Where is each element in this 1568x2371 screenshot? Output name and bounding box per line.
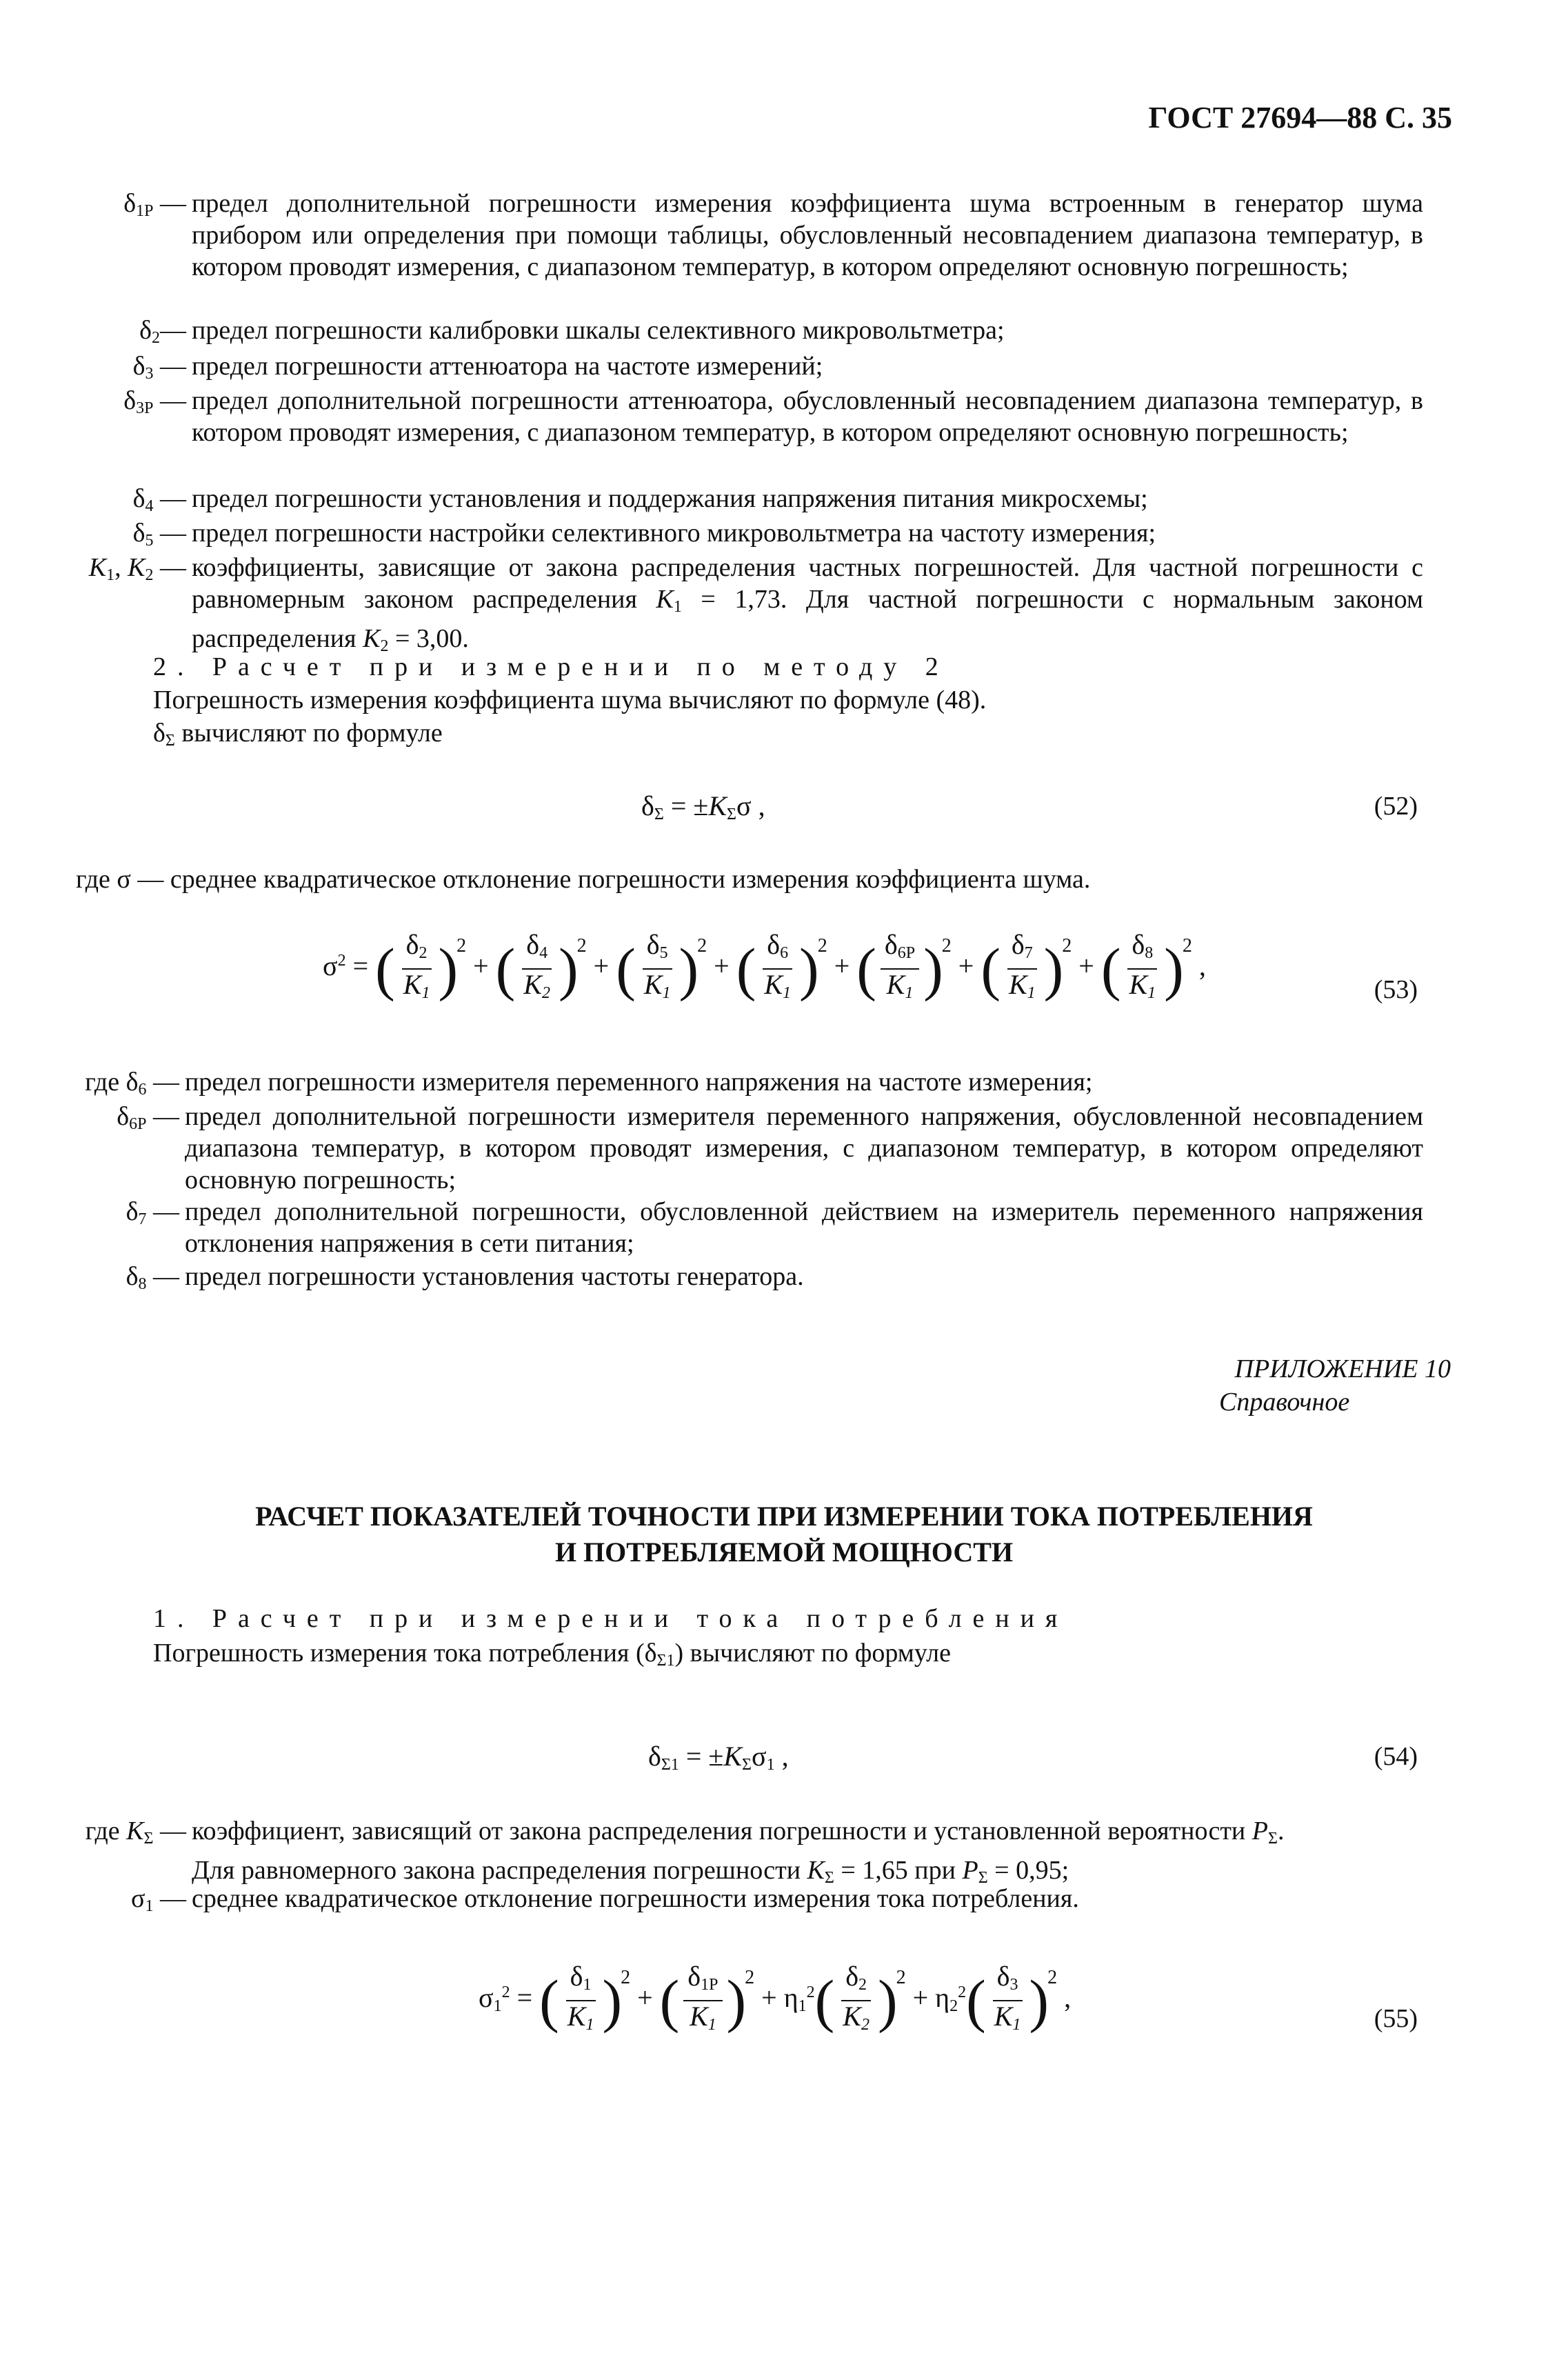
equation-number-54: (54) xyxy=(1374,1742,1418,1771)
definition-text: предел дополнительной погрешности, обусловленной действием на измеритель переменного напряжения отклонения напряжения в сети питания; xyxy=(185,1197,1423,1258)
definition-text: предел погрешности установления частоты генератора. xyxy=(185,1262,804,1291)
definition-text: коэффициент, зависящий от закона распределения погрешности и установленной вероятности $P_\Sigma$. Для равномерного закона распределения погрешности $K_\Sigma = 1,65$ при $P_\Sigma = 0,95$; xyxy=(192,1817,1285,1887)
appendix-label: ПРИЛОЖЕНИЕ 10 xyxy=(1234,1354,1451,1383)
formula-53: $\sigma^2$ = ( $\frac{\delta_2}{K_1}$ )$^2$ + ( $\frac{\delta_4}{K_2}$ )$^2$ + ( $\frac{\delta_5}{K_1}$ )$^2$ + ( $\frac{\delta_6}{K_1}$ )$^2$ + ( $\frac{\delta_{6P}}{K_1}$ )$^2$ + ( $\frac{\delta_7}{K_1}$ )$^2$ + ( $\frac{\delta_8}{K_1}$ )$^2$ , xyxy=(323,929,1206,1002)
definition-symbol: $\delta_4$ — xyxy=(132,484,186,515)
section-1-line: Погрешность измерения тока потребления $(\delta_{\Sigma 1})$ вычисляют по формуле xyxy=(153,1639,951,1670)
section-title-line-2: И ПОТРЕБЛЯЕМОЙ МОЩНОСТИ xyxy=(554,1537,1014,1568)
definition-text: среднее квадратическое отклонение погрешности измерения тока потребления. xyxy=(192,1884,1079,1913)
section-2-line-1: Погрешность измерения коэффициента шума вычисляют по формуле (48). xyxy=(153,686,987,714)
section-title-line-1: РАСЧЕТ ПОКАЗАТЕЛЕЙ ТОЧНОСТИ ПРИ ИЗМЕРЕНИИ ТОКА ПОТРЕБЛЕНИЯ xyxy=(255,1501,1313,1532)
equation-number-53: (53) xyxy=(1374,975,1418,1004)
formula-55: $\sigma_1^2$ = ( $\frac{\delta_1}{K_1}$ )$^2$ + ( $\frac{\delta_{1P}}{K_1}$ )$^2 + \eta_1^2$( $\frac{\delta_2}{K_2}$ )$^2 + \eta_2^2$( $\frac{\delta_3}{K_1}$ )$^2$ , xyxy=(479,1961,1072,2034)
equation-number-55: (55) xyxy=(1374,2004,1418,2033)
definition-symbol: $\delta_2—$ xyxy=(139,316,186,347)
definition-text: предел дополнительной погрешности аттенюатора, обусловленный несовпадением диапазона температур, в котором проводят измерения, с диапазоном температур, в котором определяют основную погрешность; xyxy=(192,386,1423,447)
sigma-definition: где σ — среднее квадратическое отклонение погрешности измерения коэффициента шума. xyxy=(76,865,1091,894)
appendix-note: Справочное xyxy=(1219,1388,1350,1417)
definition-symbol: $\delta_5$ — xyxy=(132,519,186,550)
section-2-line-2-text: вычисляют по формуле xyxy=(181,719,443,748)
section-2-heading: 2. Расчет при измерении по методу 2 xyxy=(153,652,949,681)
section-1-heading: 1. Расчет при измерении тока потребления xyxy=(153,1604,1069,1633)
definition-text: коэффициенты, зависящие от закона распределения частных погрешностей. Для частной погрешности с равномерным законом распределения $K_1 = 1,73$. Для частной погрешности с нормальным законом распределения $K_2 = 3,00$. xyxy=(192,553,1423,655)
definition-symbol: $\delta_{6P}$ — xyxy=(117,1102,179,1133)
definition-symbol: $\delta_{3P}$ — xyxy=(123,386,186,417)
definition-symbol: $\delta_{1P}$ — xyxy=(123,189,186,220)
page-header: ГОСТ 27694—88 С. 35 xyxy=(1148,101,1452,134)
definition-symbol: $\delta_7$ — xyxy=(125,1197,179,1228)
definition-text: предел погрешности калибровки шкалы селективного микровольтметра; xyxy=(192,316,1005,345)
definition-symbol: $\delta_3$ — xyxy=(132,352,186,383)
definition-symbol: $\sigma_1$ — xyxy=(131,1884,186,1915)
definition-symbol: $\delta_8$ — xyxy=(125,1262,179,1293)
definition-text: предел дополнительной погрешности измерителя переменного напряжения, обусловленной несовпадением диапазона температур, в котором проводят измерения, с диапазоном температур, в котором определяют основную погрешность; xyxy=(185,1102,1423,1194)
definition-text: предел погрешности аттенюатора на частоте измерений; xyxy=(192,352,823,381)
definition-text: предел погрешности установления и поддержания напряжения питания микросхемы; xyxy=(192,484,1148,513)
definition-symbol: где $\delta_6$ — xyxy=(85,1068,179,1099)
formula-54: $\delta_{\Sigma 1} = \pm K_\Sigma\sigma_1$ , xyxy=(648,1741,789,1774)
definition-text: предел дополнительной погрешности измерения коэффициента шума встроенным в генератор шума прибором или определения при помощи таблицы, обусловленный несовпадением диапазона температур, в котором проводят измерения, с диапазоном температур, в котором определяют основную погрешность; xyxy=(192,189,1423,281)
section-1-line-end: вычисляют по формуле xyxy=(690,1639,951,1668)
section-1-line-text: Погрешность измерения тока потребления xyxy=(153,1639,630,1668)
formula-52: $\delta_\Sigma = \pm K_\Sigma\sigma$ , xyxy=(641,790,765,823)
definition-text: предел погрешности настройки селективного микровольтметра на частоту измерения; xyxy=(192,519,1156,548)
definition-text: предел погрешности измерителя переменного напряжения на частоте измерения; xyxy=(185,1068,1093,1097)
definition-symbol: где $K_\Sigma$ — xyxy=(85,1817,186,1848)
section-2-line-2: $\delta_\Sigma$ вычисляют по формуле xyxy=(153,719,443,750)
definition-symbol: $K_1$, $K_2$ — xyxy=(88,553,186,584)
equation-number-52: (52) xyxy=(1374,792,1418,821)
